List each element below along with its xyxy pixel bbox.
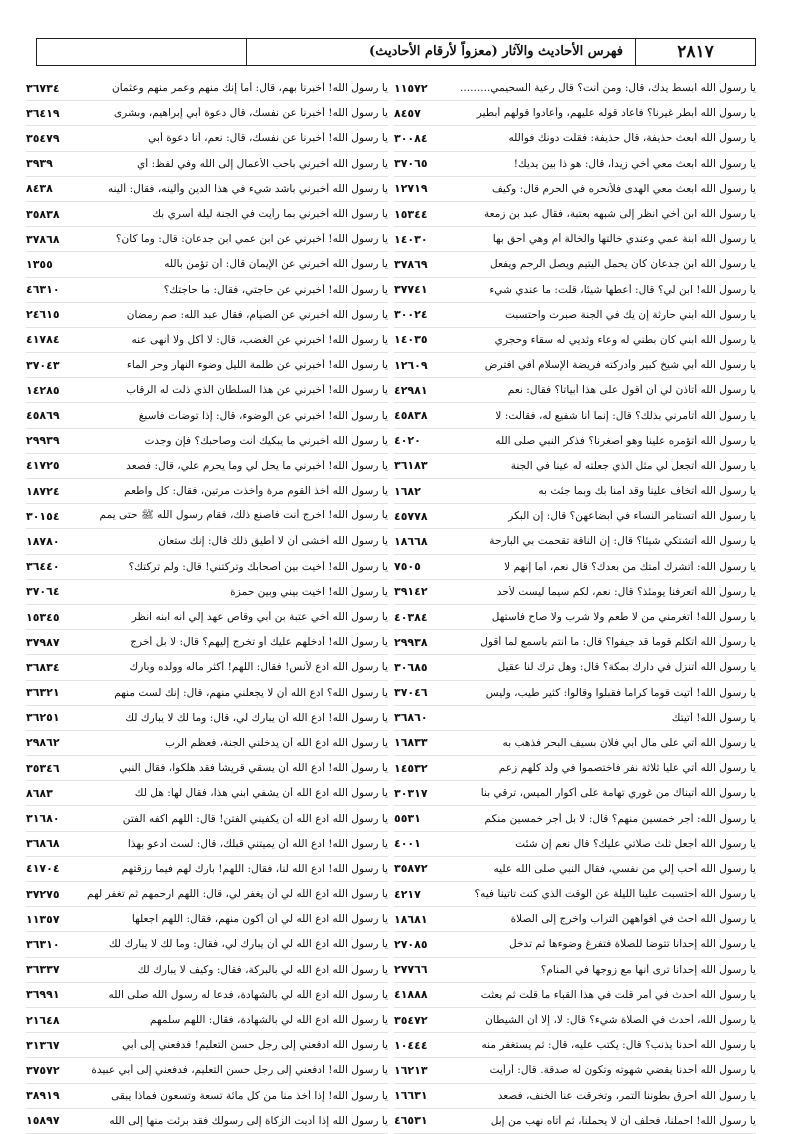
index-entry — [394, 454, 756, 479]
index-entry — [26, 328, 388, 353]
index-entry — [26, 1109, 388, 1134]
entry-number: ١١٣٥٧ — [26, 912, 60, 926]
index-entry — [394, 202, 756, 227]
entry-number: ٣١٦٨٠ — [26, 812, 60, 826]
entry-number: ١٨٧٢٤ — [26, 484, 60, 498]
entry-number: ٣٦٤١٩ — [26, 106, 60, 120]
entry-number: ٣٠٠٨٤ — [394, 131, 428, 145]
entry-text: يا رسول الله أتكلم قوماً قد جيفوا؟ قال: ما أنتم بأسمع لما أقول — [480, 636, 756, 649]
entry-text: يا رسول الله أخبرني بأحب الأعمال إلى الله وفي لفظ: أي — [137, 157, 388, 170]
entry-text: يا رسول الله ادع الله أن يكفيني الفتن! قال: اللهم اكفه الفتن — [122, 812, 388, 825]
entry-text: يا رسول الله أخبرني ما يبكيك أنت وصاحبك؟ فإن وجدت — [144, 434, 388, 447]
index-entry — [394, 958, 756, 983]
index-entry — [394, 1084, 756, 1109]
index-entry — [26, 454, 388, 479]
entry-text: يا رسول الله! أخبرنا بهم، قال: أما إنك منهم وعمر منهم وعثمان — [111, 82, 388, 95]
index-entry — [394, 403, 756, 428]
index-entry — [394, 1033, 756, 1058]
entry-text: يا رسول الله ابن أخي انظر إلى شبهه بعتبة، فقال عبد بن زمعة — [483, 208, 756, 221]
index-entry — [26, 101, 388, 126]
entry-number: ٣٦٣٢١ — [26, 686, 60, 700]
index-entry — [394, 605, 756, 630]
entry-text: يا رسول الله احث في أفواههن التراب واخرج إلى الصلاة — [510, 913, 756, 926]
index-entry — [394, 882, 756, 907]
index-entry — [26, 378, 388, 403]
index-entry — [394, 630, 756, 655]
entry-number: ٣٧٨٦٩ — [394, 257, 428, 271]
entry-text: يا رسول الله أتأذن لي أن أقول على هذا أبياتاً؟ فقال: نعم — [507, 384, 756, 397]
entry-number: ١٠٤٤٤ — [394, 1038, 428, 1052]
entry-text: يا رسول الله أخبرني عن الصيام، فقال عبد الله: صم رمضان — [126, 308, 388, 321]
entry-text: يا رسول الله: أتشرك أمتك من بعدك؟ قال نعم، أما إنهم لا — [504, 560, 756, 573]
entry-number: ٣٦٩٩١ — [26, 988, 60, 1002]
entry-text: يا رسول الله! أخبرنا عن نفسك، قال: نعم، أنا دعوة أبي — [148, 132, 388, 145]
entry-number: ٨٤٣٨ — [26, 182, 53, 196]
entry-number: ٤٠٠١ — [394, 837, 421, 851]
index-entry — [394, 126, 756, 151]
entry-text: يا رسول الله أخشى أن لا أطيق ذلك قال: إنك ستعان — [158, 535, 388, 548]
entry-number: ٣١٣٦٧ — [26, 1038, 60, 1052]
entry-number: ٤٢٩٨١ — [394, 383, 428, 397]
entry-text: يا رسول الله أتشتكي شيئاً؟ قال: إن الناقة تقحمت بي البارحة — [489, 535, 756, 548]
index-entry — [394, 152, 756, 177]
entry-number: ٣٧٧٤١ — [394, 283, 428, 297]
index-entry — [394, 76, 756, 101]
entry-number: ١٦٦٣١ — [394, 1089, 428, 1103]
entry-text: يا رسول الله أتستأمر النساء في أبضاعهن؟ قال: إن البكر — [508, 510, 756, 523]
index-entry — [394, 378, 756, 403]
index-entry — [26, 983, 388, 1008]
index-entry — [394, 857, 756, 882]
entry-number: ٤٠٢٠ — [394, 434, 421, 448]
entry-text: يا رسول الله ادع الله لي أن يبارك لي، فقال: وما لك لا يبارك لك — [108, 938, 388, 951]
entry-number: ٤٥٨٦٩ — [26, 409, 60, 423]
index-entry — [26, 202, 388, 227]
entry-number: ١٢٦٠٩ — [394, 358, 428, 372]
entry-number: ١٥٣٤٥ — [26, 610, 60, 624]
entry-text: يا رسول الله! أخبرني عن هذا السلطان الذي ذلت له الرقاب — [126, 384, 388, 397]
index-entry — [26, 681, 388, 706]
index-entry — [26, 580, 388, 605]
index-entry — [26, 1058, 388, 1083]
entry-number: ٤٦٣١٠ — [26, 283, 60, 297]
index-entry — [26, 832, 388, 857]
entry-text: يا رسول الله ابن جدعان كان يحمل اليتيم ويصل الرحم ويفعل — [489, 258, 756, 271]
index-entry — [26, 1033, 388, 1058]
entry-number: ٣٦٨٦٠ — [394, 711, 428, 725]
entry-text: يا رسول الله ادع الله لي أن أكون منهم، فقال: اللهم اجعلها — [131, 913, 388, 926]
entry-text: يا رسول الله ادع الله لي بالبركة، فقال: وكيف لا يبارك لك — [137, 963, 388, 976]
entry-text: يا رسول الله إذا أديت الزكاة إلى رسولك فقد برئت منها إلى الله — [109, 1114, 388, 1127]
entry-text: يا رسول الله! اخرج أنت فاصنع ذلك، فقام رسول الله ﷺ حتى يمم — [99, 508, 388, 521]
right-index-column — [394, 76, 756, 1134]
entry-text: يا رسول الله أبي شيخ كبير وأدركته فريضة الإسلام أفي افترض — [484, 359, 756, 372]
entry-text: يا رسول الله أحدنا يقضي شهوته وتكون له صدقة. قال: أرأيت — [489, 1064, 756, 1077]
index-entry — [26, 907, 388, 932]
index-entry — [394, 781, 756, 806]
index-entry — [26, 1084, 388, 1109]
entry-text: يا رسول الله أتعرفنا يومئذ؟ قال: نعم، لكم سيما ليست لأحد — [496, 585, 756, 598]
index-entry — [394, 681, 756, 706]
index-entry — [26, 403, 388, 428]
entry-number: ٢٩٩٣٩ — [26, 434, 60, 448]
entry-text: يا رسول الله ابسط يدك، قال: ومن أنت؟ قال رعية السحيمي......... — [460, 82, 756, 95]
page-number: ٢٨١٧ — [635, 39, 755, 65]
index-entry — [394, 252, 756, 277]
index-entry — [394, 706, 756, 731]
index-entry — [26, 706, 388, 731]
entry-number: ٣٦٨٣٤ — [26, 660, 60, 674]
index-entry — [26, 152, 388, 177]
entry-text: يا رسول الله! ادفعني إلى رجل حسن التعليم، فدفعني إلى أبي عبيدة — [91, 1064, 388, 1077]
entry-number: ٣٥٣٤٦ — [26, 761, 60, 775]
index-entry — [394, 303, 756, 328]
entry-number: ٣٥٤٧٢ — [394, 1013, 428, 1027]
entry-text: يا رسول الله أبطر غيرنا؟ فأعاد قوله عليهم، وأعادوا قولهم أبطير — [476, 107, 756, 120]
index-entry — [394, 328, 756, 353]
index-entry — [26, 227, 388, 252]
entry-number: ٣٧٩٨٧ — [26, 635, 60, 649]
entry-text: يا رسول الله! أخبرني عن حاجتي، فقال: ما حاجتك؟ — [163, 283, 388, 296]
entry-number: ١٥٨٩٧ — [26, 1114, 60, 1128]
entry-number: ٣٦١٨٣ — [394, 459, 428, 473]
index-entry — [26, 882, 388, 907]
entry-number: ٣٥٤٧٩ — [26, 131, 60, 145]
page-title: فهرس الأحاديث والآثار (معزواً لأرقام الأحاديث) — [369, 44, 623, 59]
entry-text: يا رسول الله ادع الله لي أن يغفر لي، قال: اللهم ارحمهم ثم تغفر لهم — [87, 888, 388, 901]
entry-number: ٧٥٠٥ — [394, 560, 421, 574]
index-entry — [26, 756, 388, 781]
entry-number: ٤٥٨٣٨ — [394, 409, 428, 423]
index-entry — [26, 278, 388, 303]
index-entry — [394, 555, 756, 580]
entry-number: ٣٩١٤٢ — [394, 585, 428, 599]
index-entry — [394, 832, 756, 857]
entry-text: يا رسول الله أخبرني عن الإيمان قال: أن تؤمن بالله — [164, 258, 388, 271]
entry-text: يا رسول الله! إذا أخذ منا من كل مائة تسعة وتسعون فماذا يبقى — [111, 1089, 388, 1102]
index-entry — [26, 630, 388, 655]
entry-number: ١٦٨٢ — [394, 484, 421, 498]
entry-text: يا رسول الله أتنزل في دارك بمكة؟ قال: وهل ترك لنا عقيل — [497, 661, 756, 674]
entry-number: ٢٩٨٦٢ — [26, 736, 60, 750]
entry-text: يا رسول الله ابعث معي الهدى فلأنحره في الحرم قال: وكيف — [491, 182, 756, 195]
entry-text: يا رسول الله ادع الله لي بالشهادة، فقال: اللهم سلمهم — [149, 1014, 388, 1027]
index-entry — [26, 76, 388, 101]
entry-text: يا رسول الله! ادع الله أن يميتني قبلك، قال: لست أدعو بهذا — [127, 837, 388, 850]
entry-text: يا رسول الله ادع الله أن يشفي ابني هذا، فقال لها: هل لك — [134, 787, 388, 800]
index-entry — [394, 101, 756, 126]
entry-text: يا رسول الله! أخيت بين أصحابك وتركتني! قال: ولم تركتك؟ — [128, 560, 388, 573]
entry-text: يا رسول الله! أدع الله أن يسقي قريشاً فقد هلكوا، فقال النبي — [119, 762, 388, 775]
left-index-column — [26, 76, 388, 1134]
entry-text: يا رسول الله ادع الله لي بالشهادة، فدعا له رسول الله صلى الله — [108, 988, 388, 1001]
index-entry — [26, 731, 388, 756]
entry-number: ٣٩٣٩ — [26, 157, 53, 171]
entry-number: ٣٥٨٧٢ — [394, 862, 428, 876]
entry-number: ٢٩٩٣٨ — [394, 635, 428, 649]
entry-text: يا رسول الله أتيناك من غوري تهامة على أكوار الميس، ترقي بنا — [480, 787, 756, 800]
entry-text: يا رسول الله؟ ادع الله أن لا يجعلني منهم، قال: إنك لست منهم — [114, 686, 388, 699]
index-entry — [26, 655, 388, 680]
entry-number: ٢٧٠٨٥ — [394, 937, 428, 951]
entry-text: يا رسول الله، أحدث في الصلاة شيء؟ قال: لا، إلا أن الشيطان — [485, 1014, 756, 1027]
index-entry — [26, 555, 388, 580]
index-entry — [394, 278, 756, 303]
entry-text: يا رسول الله ابني كان بطني له وعاء وثديي له سقاء وحجري — [494, 333, 756, 346]
index-entry — [26, 1008, 388, 1033]
entry-text: يا رسول الله! أدخلهم عليك أو تخرج إليهم؟ قال: لا بل أخرج — [130, 636, 388, 649]
index-entry — [26, 605, 388, 630]
entry-number: ١٤٢٨٥ — [26, 383, 60, 397]
index-entry — [394, 907, 756, 932]
entry-text: يا رسول الله أخذ القوم مرة وأخذت مرتين، فقال: كل واطعم — [124, 485, 388, 498]
index-entry — [394, 756, 756, 781]
index-entry — [26, 958, 388, 983]
entry-number: ٣٦٧٣٤ — [26, 81, 60, 95]
entry-number: ١٨٧٨٠ — [26, 534, 60, 548]
entry-number: ٢٤٦١٥ — [26, 308, 60, 322]
entry-number: ٣٧٨٦٨ — [26, 232, 60, 246]
entry-number: ٤١٧٠٤ — [26, 862, 60, 876]
entry-number: ٣٦٨٦٨ — [26, 837, 60, 851]
index-entry — [394, 1008, 756, 1033]
entry-text: يا رسول الله أحدث في أمر قلت في هذا القباء ما قلت ثم بعثت — [480, 988, 756, 1001]
index-entry — [394, 655, 756, 680]
index-entry — [26, 429, 388, 454]
entry-number: ٢٧٧٦٦ — [394, 963, 428, 977]
entry-number: ٤١٨٨٨ — [394, 988, 428, 1002]
entry-text: يا رسول الله إحدانا ترى أنها مع زوجها في المنام؟ — [540, 963, 756, 976]
entry-number: ٤١٧٨٤ — [26, 333, 60, 347]
page-header — [36, 38, 756, 66]
entry-number: ١١٥٧٢ — [394, 81, 428, 95]
index-entry — [26, 932, 388, 957]
entry-number: ١٢٧١٩ — [394, 182, 428, 196]
entry-text: يا رسول الله! ادع الله لنا، فقال: اللهم! بارك لهم فيما رزقتهم — [121, 862, 388, 875]
entry-number: ٢١٦٤٨ — [26, 1013, 60, 1027]
index-entry — [26, 529, 388, 554]
entry-number: ٣٧٠٤٣ — [26, 358, 60, 372]
entry-number: ٣٦٤٤٠ — [26, 560, 60, 574]
entry-number: ١٤٠٣٠ — [394, 232, 428, 246]
entry-number: ٤١٧٢٥ — [26, 459, 60, 473]
entry-text: يا رسول الله ادفعني إلى رجل حسن التعليم! فدفعني إلى أبي — [121, 1039, 388, 1052]
entry-number: ٤٥٧٧٨ — [394, 509, 428, 523]
index-entry — [394, 429, 756, 454]
entry-text: يا رسول الله أتي علياً ثلاثة نفر فاختصموا في ولد كلهم زعم — [498, 762, 756, 775]
entry-text: يا رسول الله أتؤمره علينا وهو أصغرنا؟ فذكر النبي صلى الله — [495, 434, 756, 447]
entry-text: يا رسول الله: أجر خمسين منهم؟ قال: لا بل أجر خمسين منكم — [484, 812, 756, 825]
entry-number: ٣٧٠٦٥ — [394, 157, 428, 171]
entry-number: ٣٠٦٨٥ — [394, 660, 428, 674]
index-entry — [26, 479, 388, 504]
entry-number: ٤٢١٧ — [394, 887, 421, 901]
entry-number: ٣٧٥٧٢ — [26, 1063, 60, 1077]
entry-text: يا رسول الله! أتغرمني من لا طعم ولا شرب ولا صاح فاستهل — [491, 611, 756, 624]
entry-text: يا رسول الله أحدنا يذنب؟ قال: يكتب عليه، قال: ثم يستغفر منه — [481, 1039, 756, 1052]
index-entry — [394, 932, 756, 957]
entry-number: ١٨٦٨١ — [394, 912, 428, 926]
entry-text: يا رسول الله أجعل ثلث صلاتي عليك؟ قال نعم إن شئت — [515, 837, 756, 850]
entry-text: يا رسول الله أحرق بطوننا التمر، وتخرقت عنا الخنف، فصعد — [497, 1089, 756, 1102]
entry-number: ١٦٨٣٣ — [394, 736, 428, 750]
entry-text: يا رسول الله أتي على مال أبي فلان بسيف البحر فذهب به — [502, 736, 756, 749]
entry-number: ٣٠٠٢٤ — [394, 308, 428, 322]
entry-number: ٣٦٢٥١ — [26, 711, 60, 725]
index-entry — [26, 504, 388, 529]
entry-text: يا رسول الله إحدانا تتوضأ للصلاة فتفرغ وضوءها ثم تدخل — [508, 938, 756, 951]
index-entry — [26, 177, 388, 202]
index-entry — [394, 353, 756, 378]
entry-text: يا رسول الله ادع لأنس! فقال: اللهم! أكثر ماله وولده وبارك — [129, 661, 388, 674]
entry-number: ١٨٦٦٨ — [394, 534, 428, 548]
entry-text: يا رسول الله أخي عتبة بن أبي وقاص عهد إلي أنه ابنه انظر — [131, 611, 388, 624]
index-entry — [394, 177, 756, 202]
entry-number: ٣٧٢٧٥ — [26, 887, 60, 901]
index-entry — [26, 806, 388, 831]
entry-number: ٤٦٥٣١ — [394, 1114, 428, 1128]
entry-text: يا رسول الله أخبرني بما رأيت في الجنة ليلة أسري بك — [152, 208, 388, 221]
entry-number: ٣٦٣١٠ — [26, 937, 60, 951]
entry-number: ٣٦٣٣٧ — [26, 963, 60, 977]
entry-text: يا رسول الله أتجعل لي مثل الذي جعلته له عيناً في الجنة — [510, 459, 756, 472]
header-blank-box — [37, 39, 247, 65]
entry-number: ٣٧٠٦٤ — [26, 585, 60, 599]
entry-number: ١٤٥٣٢ — [394, 761, 428, 775]
entry-text: يا رسول الله! أخبرنا عن نفسك، قال دعوة أبي إبراهيم، وبشرى — [113, 107, 388, 120]
entry-text: يا رسول الله! أخبرني عن ابن عمي ابن جدعان: قال: وما كان؟ — [115, 233, 388, 246]
entry-text: يا رسول الله أتأمرني بذلك؟ قال: إنما أنا شفيع له، فقالت: لا — [495, 409, 756, 422]
entry-text: يا رسول الله! أتيتك — [671, 711, 756, 724]
index-entry — [394, 1058, 756, 1083]
entry-number: ١٦٢١٣ — [394, 1063, 428, 1077]
entry-number: ٨٤٥٧ — [394, 106, 421, 120]
entry-number: ٣٧٠٤٦ — [394, 686, 428, 700]
entry-text: يا رسول الله! آخيت بيني وبين حمزة — [230, 585, 388, 598]
entry-number: ٣٠٣١٧ — [394, 786, 428, 800]
entry-text: يا رسول الله ابعث حذيفة، قال حذيفة: فقلت دونك فوالله — [508, 132, 756, 145]
entry-text: يا رسول الله! ابن لي؟ قال: أعطها شيئاً، قلت: ما عندي شيء — [489, 283, 756, 296]
entry-text: يا رسول الله! ادع الله أن يبارك لي، قال: وما لك لا يبارك لك — [125, 711, 388, 724]
entry-number: ٨٦٨٣ — [26, 786, 53, 800]
entry-number: ٣٠١٥٤ — [26, 509, 60, 523]
index-entry — [26, 303, 388, 328]
index-entry — [394, 983, 756, 1008]
entry-text: يا رسول الله أخبرني بأشد شيء في هذا الدين وألينه، فقال: ألينه — [107, 182, 388, 195]
entry-text: يا رسول الله! أخبرني عن الغضب، قال: لا أكل ولا أنهى عنه — [131, 333, 388, 346]
entry-text: يا رسول الله! أخبرني عن ظلمة الليل وضوء النهار وحر الماء — [126, 359, 388, 372]
entry-text: يا رسول الله ابنة عمي وعندي خالتها والخالة أم وهي أحق بها — [492, 233, 756, 246]
entry-number: ٥٥٣١ — [394, 812, 421, 826]
index-entry — [394, 806, 756, 831]
index-entry — [26, 781, 388, 806]
index-entry — [394, 227, 756, 252]
entry-number: ٣٥٨٣٨ — [26, 207, 60, 221]
index-entry — [394, 1109, 756, 1134]
entry-text: يا رسول الله أحتسبت علينا الليلة عن الوقت الذي كنت تأتينا فيه؟ — [474, 888, 756, 901]
index-entry — [394, 580, 756, 605]
index-entry — [26, 252, 388, 277]
entry-text: يا رسول الله ابني حارثة إن يك في الجنة صبرت واحتسبت — [504, 308, 756, 321]
index-entry — [26, 857, 388, 882]
entry-number: ١٣٥٥ — [26, 257, 53, 271]
entry-number: ١٥٣٤٤ — [394, 207, 428, 221]
entry-text: يا رسول الله أحب إلي من نفسي، فقال النبي صلى الله عليه — [493, 862, 756, 875]
index-entry — [394, 479, 756, 504]
entry-number: ٤٠٣٨٤ — [394, 610, 428, 624]
index-entry — [394, 529, 756, 554]
index-entry — [26, 126, 388, 151]
entry-text: يا رسول الله! أخبرني ما يحل لي وما يحرم علي، قال: فصعد — [126, 459, 388, 472]
entry-text: يا رسول الله ادع الله أن يدخلني الجنة، فعظم الرب — [165, 736, 388, 749]
entry-number: ٣٨٩١٩ — [26, 1089, 60, 1103]
entry-text: يا رسول الله! احملنا، فحلف أن لا يحملنا، ثم أتاه نهب من إبل — [490, 1114, 756, 1127]
index-entry — [394, 504, 756, 529]
index-entry — [394, 731, 756, 756]
index-entry — [26, 353, 388, 378]
entry-text: يا رسول الله أتخاف علينا وقد آمنا بك وبما جئت به — [538, 485, 756, 498]
entry-text: يا رسول الله! أتيت قوماً كراماً فقبلوا وقالوا: كثير طيب، وليس — [485, 686, 756, 699]
entry-text: يا رسول الله! أخبرني عن الوضوء، قال: إذا توضأت فأسبغ — [138, 409, 388, 422]
entry-text: يا رسول الله ابعث معي أخي زيداً، قال: هو ذا بين يديك! — [513, 157, 756, 170]
entry-number: ١٤٠٣٥ — [394, 333, 428, 347]
